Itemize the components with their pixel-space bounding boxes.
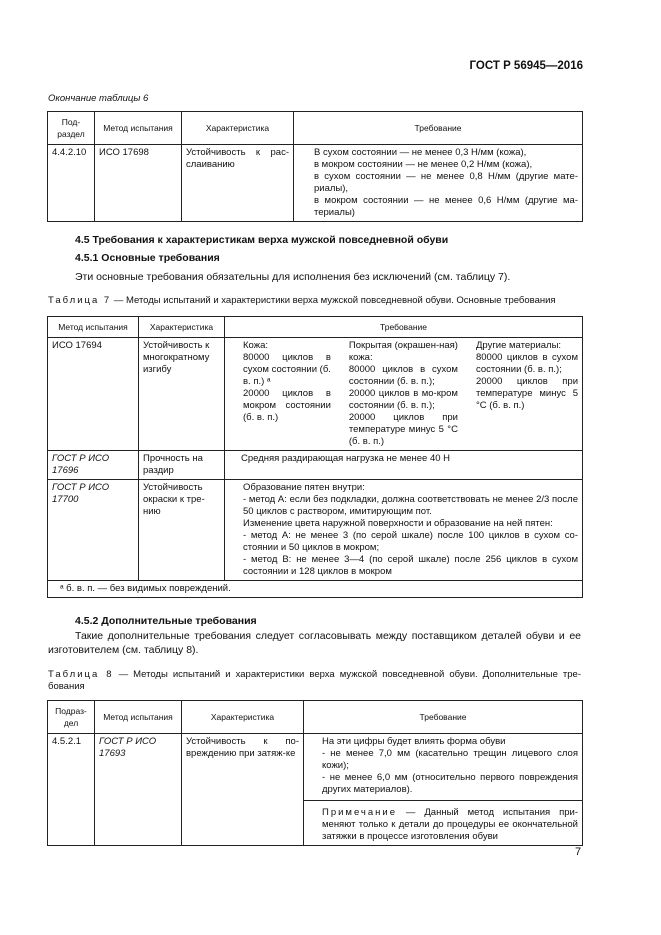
table8-section: 4.5.2.1 <box>48 734 95 846</box>
table6-caption: Окончание таблицы 6 <box>48 93 149 104</box>
requirement-other-materials: Другие материалы: 80000 циклов в сухом состоянии (б. в. п.); 20000 циклов при температуре минус 5 °С (б. в. п.) <box>475 340 578 411</box>
table8-characteristic: Устойчивость к по-вреждению при затяж-ке <box>182 734 304 846</box>
table7-header-characteristic: Характеристика <box>139 317 225 338</box>
table6-method: ИСО 17698 <box>95 145 182 222</box>
table6-header-section: Под- раздел <box>48 112 95 145</box>
table6-requirement: В сухом состоянии — не менее 0,3 Н/мм (кожа), в мокром состоянии — не менее 0,2 Н/мм (кожа), в сухом состоянии — не менее 0,8 Н/мм (другие мате-риалы), в мокром состоянии — не менее 0,6 Н/мм (другие ма-териалы) <box>294 145 583 222</box>
document-header: ГОСТ Р 56945—2016 <box>469 60 583 72</box>
table8-header-section: Подраз-дел <box>48 701 95 734</box>
table7-requirement-2: Средняя раздирающая нагрузка не менее 40 Н <box>225 451 583 480</box>
section-4-5-2-title: 4.5.2 Дополнительные требования <box>75 615 257 627</box>
section-4-5-1-title: 4.5.1 Основные требования <box>75 252 220 264</box>
table-row <box>48 480 583 581</box>
table8-header-characteristic: Характеристика <box>182 701 304 734</box>
table8 <box>47 700 583 846</box>
table7-method-2: ГОСТ Р ИСО 17696 <box>48 451 139 480</box>
table6-characteristic: Устойчивость к рас-слаиванию <box>182 145 294 222</box>
table7 <box>47 316 583 598</box>
table8-caption: Таблица 8 — Методы испытаний и характеристики верха мужской повседневной обуви. Дополнительные тре-бования <box>48 669 581 692</box>
table6-header-method: Метод испытания <box>95 112 182 145</box>
table7-requirement-3: Образование пятен внутри: - метод А: если без подкладки, должна соответствовать не менее 2/3 после 50 циклов с раствором, имитирующим пот. Изменение цвета наружной поверхности и образование на ней пятен: - метод А: не менее 3 (по серой шкале) после 100 циклов в сухом со-стоянии и 50 циклов в мокром; - метод В: не менее 3—4 (по серой шкале) после 256 циклов в сухом состоянии и 128 циклов в мокром <box>225 480 583 581</box>
table-row <box>48 451 583 480</box>
table8-method: ГОСТ Р ИСО 17693 <box>95 734 182 846</box>
table-row <box>48 734 583 846</box>
table7-characteristic-3: Устойчивость окраски к тре-нию <box>139 480 225 581</box>
table7-requirement-1 <box>225 338 583 451</box>
table8-header-requirement: Требование <box>304 701 583 734</box>
table7-footnote: ᵃ б. в. п. — без видимых повреждений. <box>48 581 583 598</box>
table6-header-characteristic: Характеристика <box>182 112 294 145</box>
requirement-coated-leather: Покрытая (окрашен-ная) кожа: 80000 циклов в сухом состоянии (б. в. п.); 20000 циклов в мо-кром состоянии (б. в. п.); 20000 циклов при температуре минус 5 °С (б. в. п.) <box>348 340 458 447</box>
table-row <box>48 338 583 451</box>
table6 <box>47 111 583 222</box>
table6-section: 4.4.2.10 <box>48 145 95 222</box>
page-number: 7 <box>575 846 582 858</box>
table-row <box>48 581 583 598</box>
table7-header-method: Метод испытания <box>48 317 139 338</box>
table6-header-requirement: Требование <box>294 112 583 145</box>
section-4-5-2-text: Такие дополнительные требования следует согласовывать между поставщиком деталей обуви и ее изготовителем (см. таблицу 8). <box>48 630 581 656</box>
table7-characteristic-1: Устойчивость к многократному изгибу <box>139 338 225 451</box>
table7-characteristic-2: Прочность на раздир <box>139 451 225 480</box>
section-4-5-1-text: Эти основные требования обязательны для исполнения без исключений (см. таблицу 7). <box>75 271 511 283</box>
table7-caption: Таблица 7 — Методы испытаний и характеристики верха мужской повседневной обуви. Основные требования <box>48 295 556 306</box>
table8-header-method: Метод испытания <box>95 701 182 734</box>
table7-method-3: ГОСТ Р ИСО 17700 <box>48 480 139 581</box>
table8-requirement: На эти цифры будет влиять форма обуви - не менее 7,0 мм (касательно трещин лицевого слоя кожи); - не менее 6,0 мм (относительно первого повреждения других материалов). Примечание — Данный метод испытания при-меняют только к детали до процедуры ее окончательной затяжки в процессе изготовления обуви <box>304 734 583 846</box>
section-4-5-title: 4.5 Требования к характеристикам верха мужской повседневной обуви <box>75 234 449 246</box>
requirement-leather: Кожа: 80000 циклов в сухом состоянии (б. в. п.) ᵃ 20000 циклов в мокром состоянии (б. в. п.) <box>243 340 331 423</box>
table-row <box>48 145 583 222</box>
table7-method-1: ИСО 17694 <box>48 338 139 451</box>
table7-header-requirement: Требование <box>225 317 583 338</box>
table8-note: Примечание — Данный метод испытания при-меняют только к детали до процедуры ее окончательной затяжки в процессе изготовления обуви <box>304 800 582 845</box>
